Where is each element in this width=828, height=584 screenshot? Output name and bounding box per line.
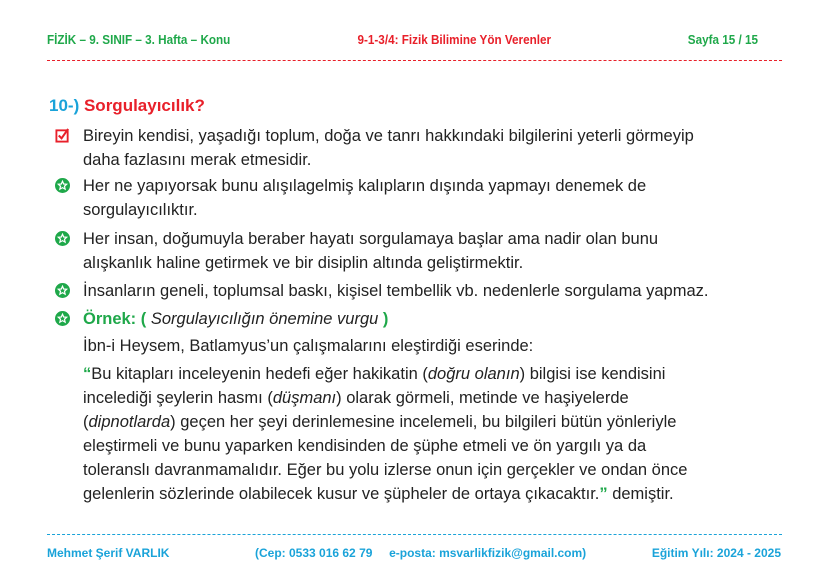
list-item: Her insan, doğumuyla beraber hayatı sorgulamaya başlar ama nadir olan bunu alışkanlık haline getirmek ve bir disiplin altında geliştirmektir. — [55, 227, 795, 275]
footer-divider — [47, 534, 782, 535]
list-item: Her ne yapıyorsak bunu alışılagelmiş kalıpların dışında yapmayı denemek de sorgulayıcılıktır. — [55, 174, 795, 222]
header-page: Sayfa 15 / 15 — [687, 32, 759, 47]
checkbox-icon — [55, 128, 70, 143]
footer-contact: (Cep: 0533 016 62 79 e-posta: msvarlikfizik@gmail.com) — [255, 546, 587, 560]
header-topic: 9-1-3/4: Fizik Bilimine Yön Verenler — [357, 32, 552, 47]
header-course: FİZİK – 9. SINIF – 3. Hafta – Konu — [47, 32, 231, 47]
page-footer — [47, 546, 781, 562]
example-heading: Örnek: ( Sorgulayıcılığın önemine vurgu ) — [83, 310, 389, 328]
star-icon — [55, 231, 70, 246]
page-header — [47, 32, 759, 50]
example-intro: İbn-i Heysem, Batlamyus’un çalışmalarını eleştirdiği eserinde: — [83, 337, 534, 355]
quote: “Bu kitapları inceleyenin hedefi eğer hakikatin (doğru olanın) bilgisi ise kendisini incelediği şeylerin hasmı (düşmanı) olarak görmeli, metinde ve haşiyelerde (dipnotlarda) geçen her şeyi derinlemesine incelemeli, bu bilgileri bütün yönleriyle eleştirmeli ve bunu yaparken kendisinden de şüphe etmeli ve ön yargılı ya da toleranslı davranmamalıdır. Eğer bu yolu izlerse onun için gerçekler ve ondan önce gelenlerin sözlerinde olabilecek kusur ve şüpheler de ortaya çıkacaktır.” demiştir. — [83, 365, 688, 503]
star-icon — [55, 283, 70, 298]
example-item — [55, 307, 795, 506]
star-icon — [55, 311, 70, 326]
list-item: İnsanların geneli, toplumsal baskı, kişisel tembellik vb. nedenlerle sorgulama yapmaz. — [55, 279, 795, 303]
star-icon — [55, 178, 70, 193]
section-title: 10-) Sorgulayıcılık? — [49, 96, 205, 115]
header-divider — [47, 60, 782, 61]
list-item: Bireyin kendisi, yaşadığı toplum, doğa ve tanrı hakkındaki bilgilerini yeterli görmeyip daha fazlasını merak etmesidir. — [55, 124, 795, 172]
footer-author: Mehmet Şerif VARLIK — [47, 546, 170, 560]
footer-year: Eğitim Yılı: 2024 - 2025 — [651, 546, 781, 560]
